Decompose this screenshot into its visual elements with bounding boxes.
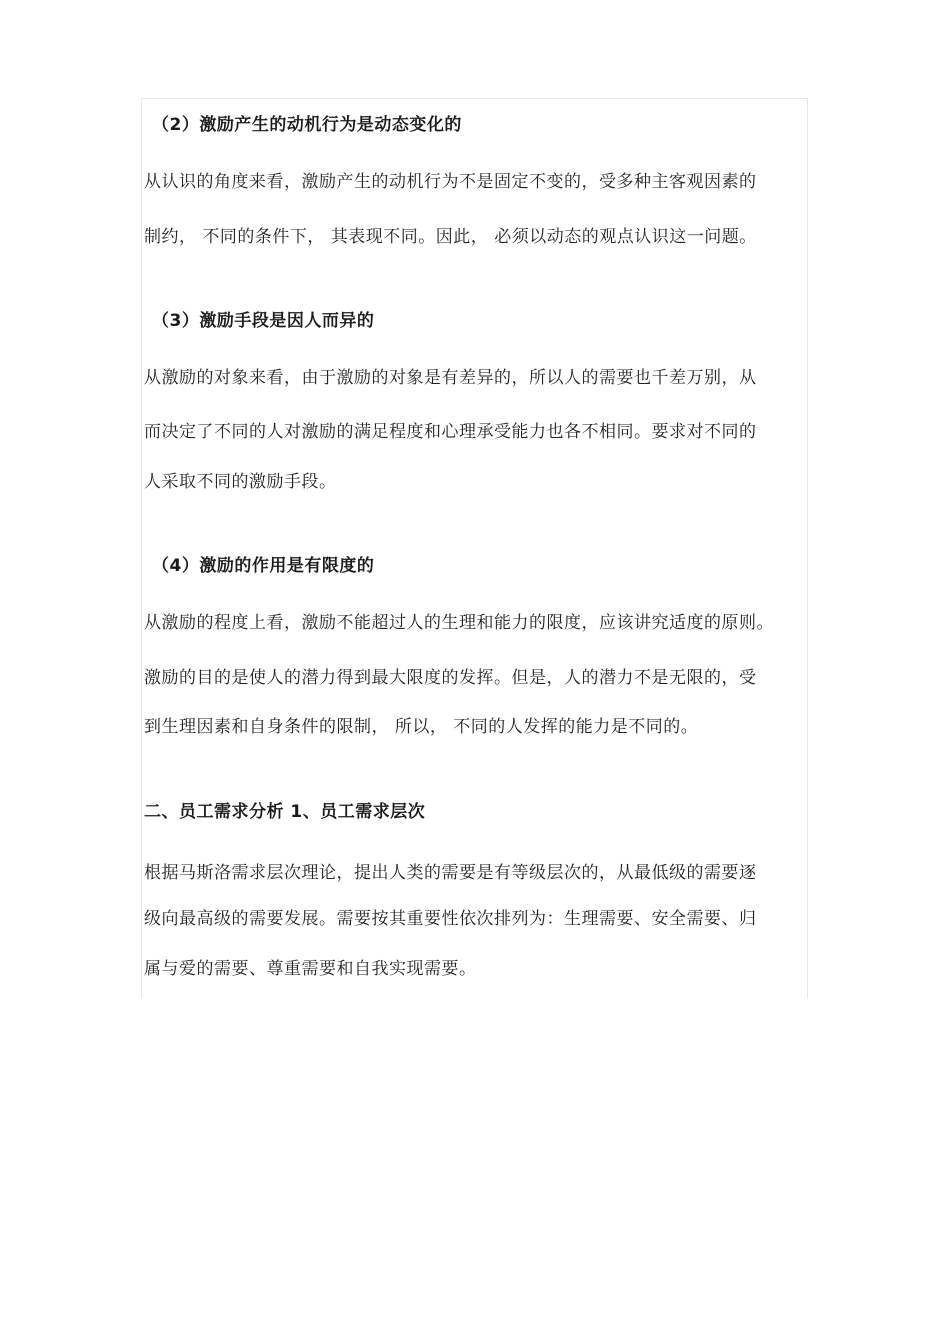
paragraph-line: 级向最高级的需要发展。需要按其重要性依次排列为：生理需要、安全需要、归 [144,909,757,929]
paragraph-line: 而决定了不同的人对激励的满足程度和心理承受能力也各不相同。要求对不同的 [144,422,757,442]
section-heading-2: （2）激励产生的动机行为是动态变化的 [152,115,462,135]
paragraph-line: 属与爱的需要、尊重需要和自我实现需要。 [144,959,477,979]
section-heading-3: （3）激励手段是因人而异的 [152,311,375,331]
section-heading-4: （4）激励的作用是有限度的 [152,556,375,576]
paragraph-line: 从激励的程度上看，激励不能超过人的生理和能力的限度，应该讲究适度的原则。 [144,613,774,633]
paragraph-line: 从激励的对象来看，由于激励的对象是有差异的，所以人的需要也千差万别，从 [144,368,757,388]
section-heading-needs: 二、员工需求分析 1、员工需求层次 [144,802,426,822]
paragraph-line: 从认识的角度来看，激励产生的动机行为不是固定不变的，受多种主客观因素的 [144,172,757,192]
paragraph-line: 激励的目的是使人的潜力得到最大限度的发挥。但是，人的潜力不是无限的，受 [144,668,757,688]
paragraph-line: 到生理因素和自身条件的限制， 所以， 不同的人发挥的能力是不同的。 [144,717,699,737]
paragraph-line: 根据马斯洛需求层次理论，提出人类的需要是有等级层次的，从最低级的需要逐 [144,863,757,883]
paragraph-line: 制约， 不同的条件下， 其表现不同。因此， 必须以动态的观点认识这一问题。 [144,227,757,247]
paragraph-line: 人采取不同的激励手段。 [144,472,337,492]
